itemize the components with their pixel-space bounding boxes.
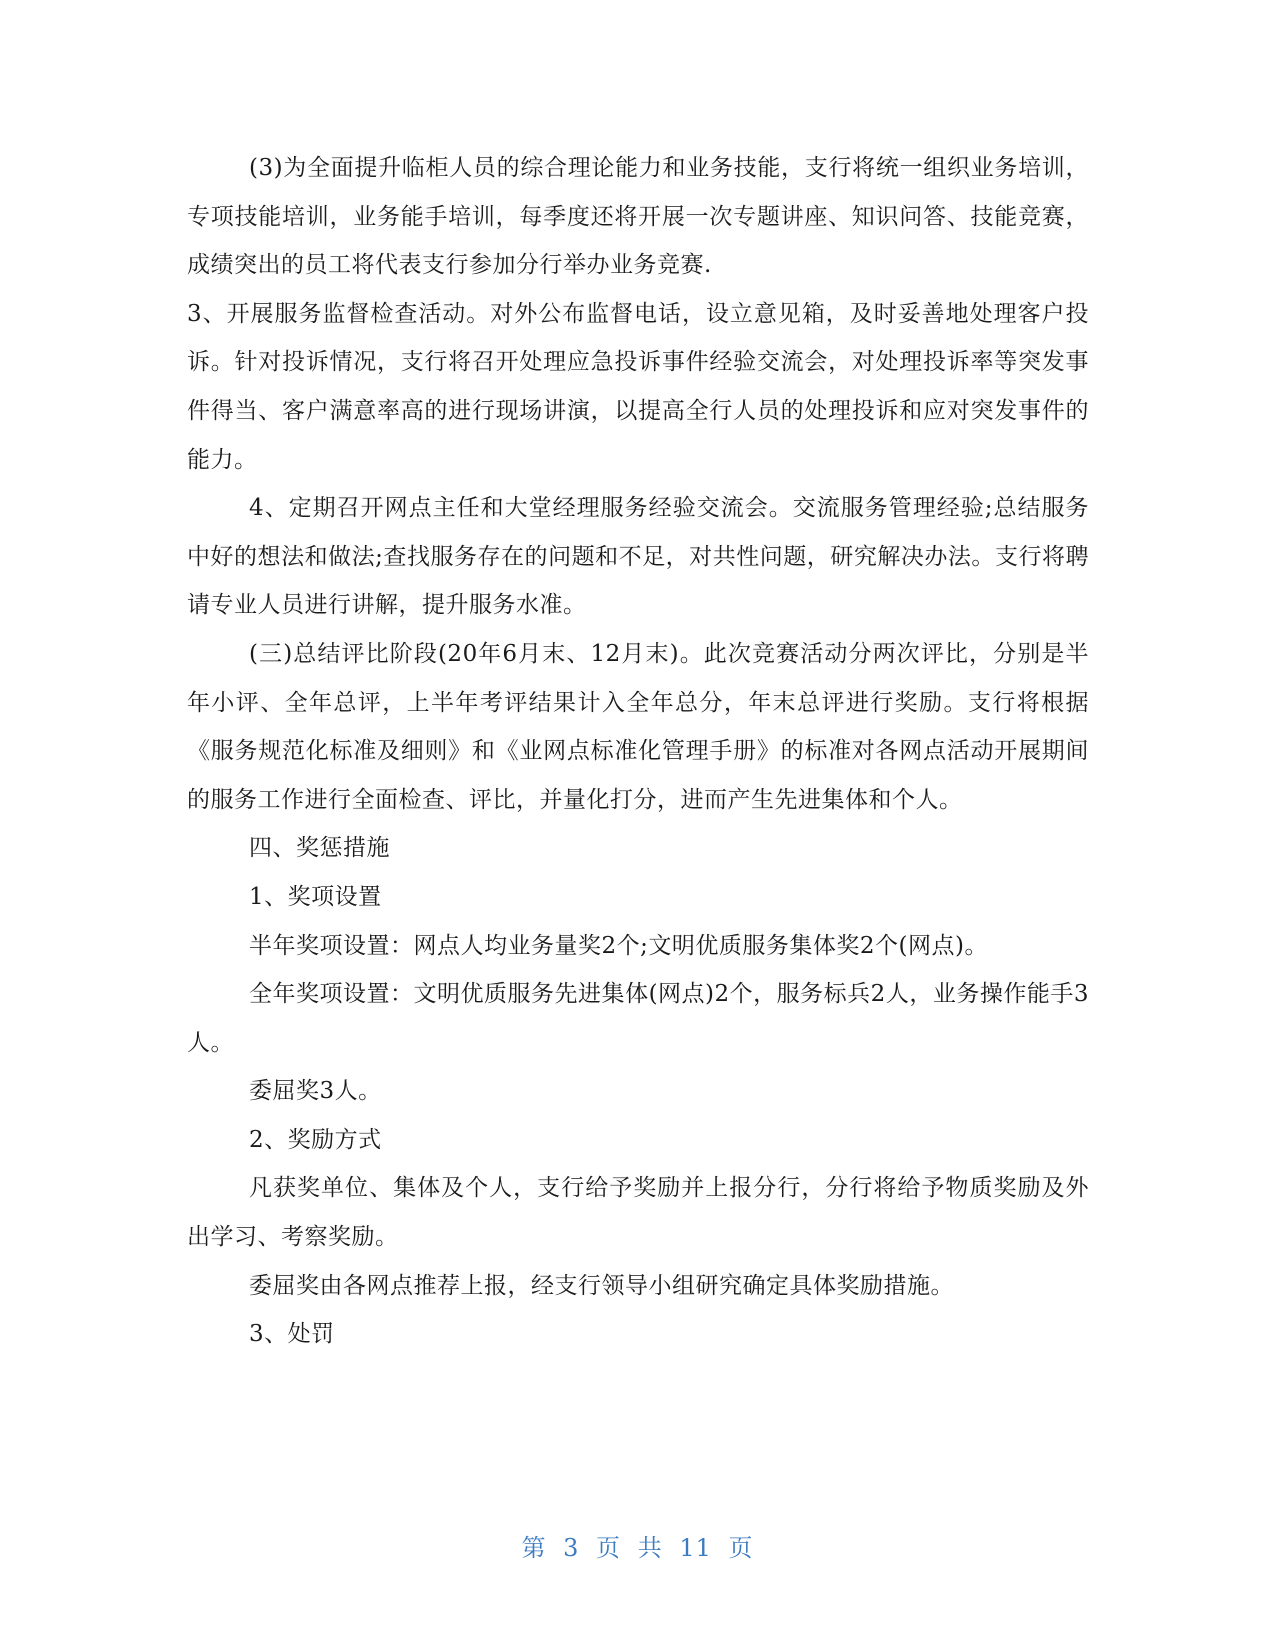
subheading-award-setup: 1、奖项设置 (249, 883, 382, 910)
subheading-penalty: 3、处罚 (249, 1321, 335, 1348)
footer-page-label: 页 (596, 1534, 622, 1562)
footer-total-label: 共 (637, 1534, 663, 1562)
paragraph-full-year-awards: 全年奖项设置：文明优质服务先进集体(网点)2个，服务标兵2人，业务操作能手3人。 (187, 981, 1089, 1056)
footer-page-number: 3 (563, 1534, 580, 1562)
footer-suffix: 页 (728, 1534, 754, 1562)
footer-total-pages: 11 (679, 1534, 712, 1562)
paragraph-exchange-meeting: 4、定期召开网点主任和大堂经理服务经验交流会。交流服务管理经验;总结服务中好的想法和做法;查找服务存在的问题和不足，对共性问题，研究解决办法。支行将聘请专业人员进行讲解，提升服务水准。 (187, 495, 1089, 619)
paragraph-training: (3)为全面提升临柜人员的综合理论能力和业务技能，支行将统一组织业务培训，专项技能培训，业务能手培训，每季度还将开展一次专题讲座、知识问答、技能竞赛，成绩突出的员工将代表支行参加分行举办业务竞赛. (187, 155, 1089, 279)
paragraph-grievance-award: 委屈奖3人。 (249, 1078, 382, 1105)
paragraph-half-year-awards: 半年奖项设置：网点人均业务量奖2个;文明优质服务集体奖2个(网点)。 (249, 932, 988, 959)
paragraph-grievance-procedure: 委屈奖由各网点推荐上报，经支行领导小组研究确定具体奖励措施。 (249, 1272, 954, 1299)
subheading-reward-method: 2、奖励方式 (249, 1126, 382, 1153)
paragraph-reward-method: 凡获奖单位、集体及个人，支行给予奖励并上报分行，分行将给予物质奖励及外出学习、考察奖励。 (187, 1175, 1089, 1251)
document-body (187, 144, 1089, 1359)
section-heading-rewards: 四、奖惩措施 (249, 835, 390, 862)
paragraph-evaluation-stage: (三)总结评比阶段(20年6月末、12月末)。此次竞赛活动分两次评比，分别是半年小评、全年总评，上半年考评结果计入全年总分，年末总评进行奖励。支行将根据《服务规范化标准及细则》和《业网点标准化管理手册》的标准对各网点活动开展期间的服务工作进行全面检查、评比，并量化打分，进而产生先进集体和个人。 (187, 640, 1089, 813)
page-footer (0, 1528, 1275, 1563)
footer-prefix: 第 (521, 1534, 547, 1562)
paragraph-supervision: 3、开展服务监督检查活动。对外公布监督电话，设立意见箱，及时妥善地处理客户投诉。针对投诉情况，支行将召开处理应急投诉事件经验交流会，对处理投诉率等突发事件得当、客户满意率高的进行现场讲演，以提高全行人员的处理投诉和应对突发事件的能力。 (187, 300, 1089, 473)
